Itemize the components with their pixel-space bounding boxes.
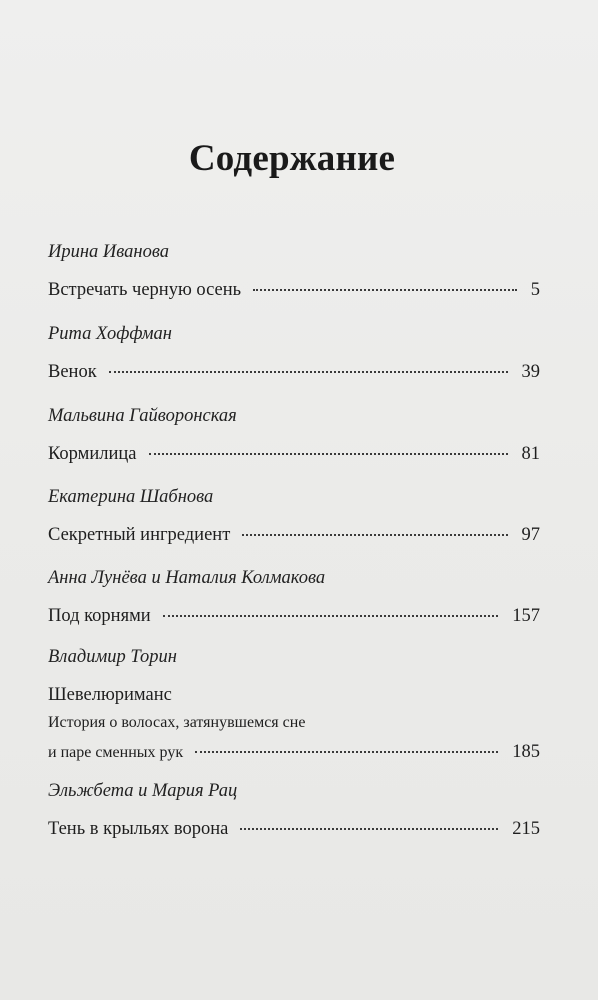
toc-story-title: Под корнями	[48, 606, 151, 626]
toc-author: Владимир Торин	[48, 647, 177, 667]
toc-page-number: 97	[521, 525, 540, 545]
toc-author: Анна Лунёва и Наталия Колмакова	[48, 568, 326, 588]
toc-page-number: 157	[512, 606, 540, 626]
toc-line[interactable]	[48, 683, 540, 707]
toc-story-title: Кормилица	[48, 444, 137, 464]
toc-subtitle-continued: и паре сменных рук	[48, 744, 184, 761]
toc-line[interactable]	[48, 740, 540, 765]
leader-dots	[163, 615, 499, 617]
leader-dots	[242, 534, 507, 536]
toc-author: Рита Хоффман	[48, 324, 172, 344]
toc-entry	[48, 322, 540, 384]
toc-entry	[48, 779, 540, 841]
leader-dots	[240, 828, 498, 830]
leader-dots	[109, 371, 508, 373]
toc-line[interactable]	[48, 442, 540, 466]
toc-story-title: Секретный ингредиент	[48, 525, 231, 545]
toc-page-number: 185	[512, 742, 540, 762]
toc-author: Мальвина Гайворонская	[48, 406, 237, 426]
toc-subtitle: История о волосах, затянувшемся сне	[48, 714, 306, 731]
toc-story-title: Встречать черную осень	[48, 280, 242, 300]
toc-line[interactable]	[48, 278, 540, 302]
toc-page-number: 5	[530, 280, 540, 300]
toc-line[interactable]	[48, 360, 540, 384]
toc-author: Екатерина Шабнова	[48, 487, 214, 507]
toc-story-title: Тень в крыльях ворона	[48, 819, 229, 839]
toc-story-title: Венок	[48, 362, 97, 382]
toc-page-number: 81	[521, 444, 540, 464]
toc-entry	[48, 566, 540, 628]
toc-author: Ирина Иванова	[48, 242, 170, 262]
toc-entry	[48, 240, 540, 302]
leader-dots	[253, 289, 517, 291]
toc-line[interactable]	[48, 604, 540, 628]
toc-story-title: Шевелюриманс	[48, 685, 172, 705]
leader-dots	[149, 453, 508, 455]
toc-author: Эльжбета и Мария Рац	[48, 781, 238, 801]
toc-page-number: 215	[512, 819, 540, 839]
page-title: Содержание	[188, 138, 396, 179]
toc-entry	[48, 404, 540, 466]
toc-entry	[48, 645, 540, 765]
toc-entry	[48, 485, 540, 547]
toc-page-number: 39	[521, 362, 540, 382]
toc-line[interactable]	[48, 817, 540, 841]
leader-dots	[195, 751, 498, 753]
toc-line[interactable]	[48, 523, 540, 547]
